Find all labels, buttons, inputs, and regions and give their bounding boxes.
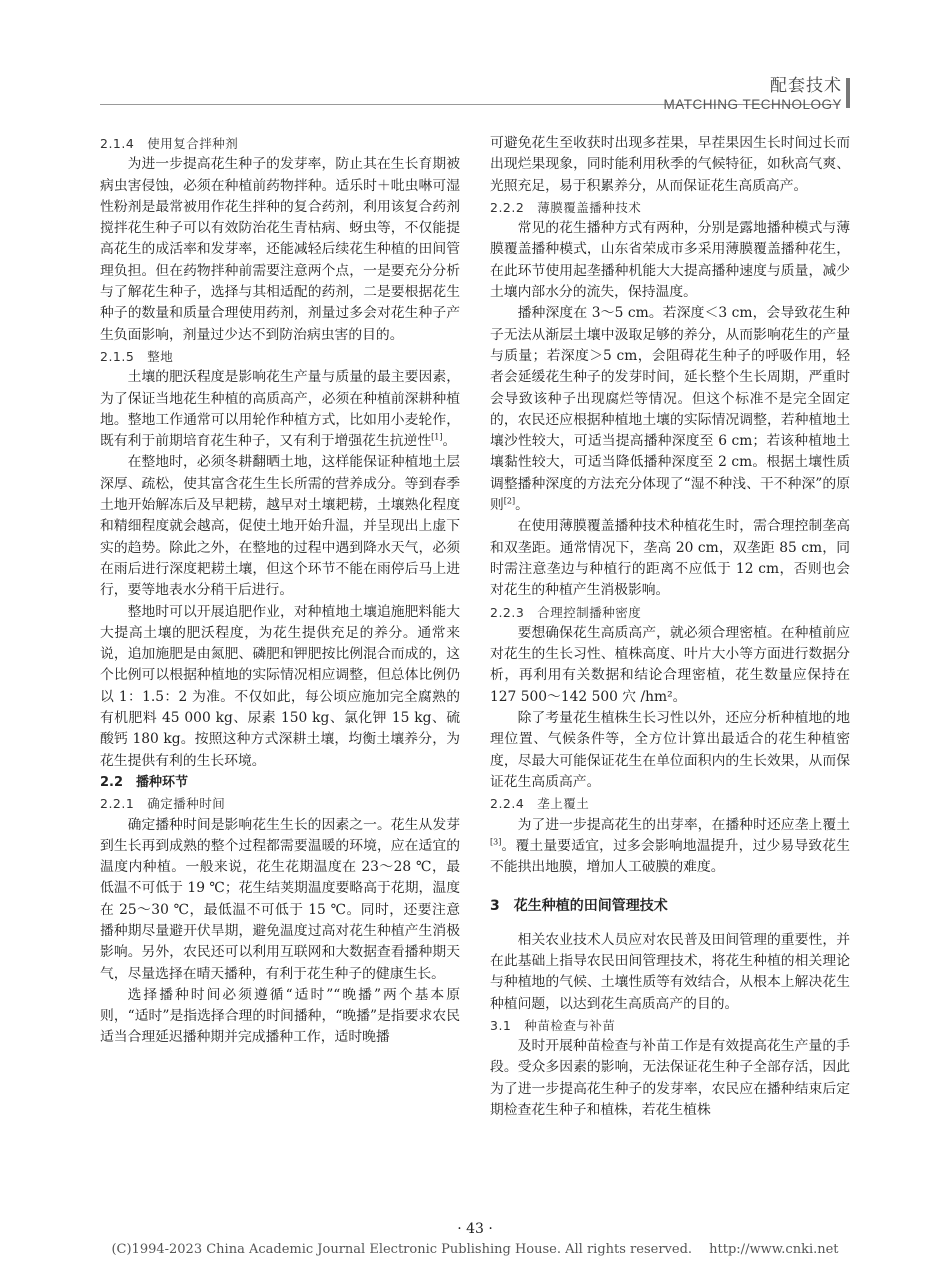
- header-accent-bar: [846, 78, 850, 108]
- text: 选择播种时间必须遵循“适时”“晚播”两个基本原则，“适时”是指选择合理的时间播种，“晚播”是指要求农民适当合理延迟播种期并完成播种工作，适时晚播: [100, 986, 460, 1046]
- text: 常见的花生播种方式有两种，分别是露地播种模式与薄膜覆盖播种模式，山东省荣成市多采用薄膜覆盖播种花生，在此环节使用起垄播种机能大大提高播种速度与质量，减少土壤内部水分的流失，保持温度。: [490, 220, 850, 301]
- paragraph: [490, 516, 850, 601]
- section-title-cn: 配套技术: [770, 76, 842, 96]
- text: 。: [515, 497, 529, 514]
- text: 2.2.1 确定播种时间: [100, 796, 226, 812]
- paragraph: [100, 452, 460, 601]
- text: 3.1 种苗检查与补苗: [490, 1017, 616, 1033]
- citation-marker: [1]: [431, 432, 443, 442]
- paragraph: [490, 815, 850, 879]
- paragraph: [490, 1036, 850, 1121]
- paragraph: [490, 930, 850, 1015]
- page-number: · 43 ·: [457, 1221, 493, 1237]
- paragraph: [490, 623, 850, 708]
- text: 2.2.2 薄膜覆盖播种技术: [490, 199, 642, 215]
- text: 3 花生种植的田间管理技术: [490, 898, 668, 915]
- paragraph-continued: [490, 133, 850, 197]
- subsection-heading: [100, 793, 460, 814]
- text: 在整地时，必须冬耕翻晒土地，这样能保证种植地土层深厚、疏松，使其富含花生生长所需的营养成分。等到春季土地开始解冻后及早耙耢，越早对土壤耙耢，土壤熟化程度和精细程度就会越高，促使土地开始升温，并呈现出上虚下实的趋势。除此之外，在整地的过程中遇到降水天气，必须在雨后进行深度耙耢土壤，但这个环节不能在雨停后马上进行，要等地表水分稍干后进行。: [100, 454, 460, 599]
- paragraph: [100, 602, 460, 772]
- left-column: [100, 133, 460, 1049]
- paragraph: [100, 985, 460, 1049]
- paragraph: [490, 708, 850, 793]
- paragraph: [100, 815, 460, 985]
- paragraph: [490, 303, 850, 516]
- section-heading: [100, 772, 460, 793]
- text: 2.1.5 整地: [100, 348, 174, 364]
- text: 整地时可以开展追肥作业，对种植地土壤追施肥料能大大提高土壤的肥沃程度，为花生提供充足的养分。通常来说，追加施肥是由氮肥、磷肥和钾肥按比例混合而成的，这个比例可以根据种植地的实际情况相应调整，但总体比例仍以 1：1.5：2 为准。不仅如此，每公顷应施加完全腐熟的有机肥料 45 000 kg、尿素 150 kg、氯化钾 15 kg、硫酸钙 180 kg。按照这种方式深耕土壤，均衡土壤养分，为花生提供有利的生长环境。: [100, 603, 460, 769]
- chapter-heading: [490, 896, 850, 917]
- text: 确定播种时间是影响花生生长的因素之一。花生从发芽到生长再到成熟的整个过程都需要温暖的环境，应在适宜的温度内种植。一般来说，花生花期温度在 23～28 ℃，最低温不可低于 19 ℃；花生结荚期温度要略高于花期，温度在 25～30 ℃，最低温不可低于 15 ℃。同时，还要注意播种期尽量避开伏旱期，避免温度过高对花生种植产生消极影响。另外，农民还可以利用互联网和大数据查看播种期天气，尽量选择在晴天播种，有利于花生种子的健康生长。: [100, 816, 460, 982]
- subsection-heading: [100, 133, 460, 154]
- text: 在使用薄膜覆盖播种技术种植花生时，需合理控制垄高和双垄距。通常情况下，垄高 20 cm，双垄距 85 cm，同时需注意垄边与种植行的距离不应低于 12 cm，否则也会对花生的种植产生消极影响。: [490, 518, 850, 599]
- paragraph: [100, 367, 460, 452]
- text: 。: [442, 433, 457, 450]
- text: 2.2.4 垄上覆土: [490, 796, 590, 812]
- citation-marker: [2]: [503, 496, 516, 506]
- paragraph: [490, 218, 850, 303]
- text: 要想确保花生高质高产，就必须合理密植。在种植前应对花生的生长习性、植株高度、叶片大小等方面进行数据分析，再利用有关数据和结论合理密植，花生数量应保持在 127 500～142 500 穴 /hm²。: [490, 624, 850, 705]
- subsection-heading: [490, 793, 850, 814]
- running-header: [663, 76, 842, 113]
- text: 2.2 播种环节: [100, 774, 189, 790]
- text: 播种深度在 3～5 cm。若深度＜3 cm，会导致花生种子无法从渐层土壤中汲取足够的养分，从而影响花生的产量与质量；若深度＞5 cm，会阻碍花生种子的呼吸作用，轻者会延缓花生种子的发芽时间，延长整个生长周期，严重时会导致该种子出现腐烂等情况。但这个标准不是完全固定的，农民还应根据种植地土壤的实际情况调整，若种植地土壤沙性较大，可适当提高播种深度至 6 cm；若该种植地土壤黏性较大，可适当降低播种深度至 2 cm。根据土壤性质调整播种深度的方法充分体现了“湿不种浅、干不种深”的原则: [490, 305, 850, 514]
- section-title-en: MATCHING TECHNOLOGY: [663, 97, 842, 112]
- text: 2.1.4 使用复合拌种剂: [100, 136, 239, 151]
- subsection-heading: [490, 197, 850, 218]
- text: 。覆土量要适宜，过多会影响地温提升，过少易导致花生不能拱出地膜，增加人工破膜的难度。: [490, 837, 850, 876]
- subsection-heading: [490, 1015, 850, 1036]
- text: 土壤的肥沃程度是影响花生产量与质量的最主要因素，为了保证当地花生种植的高质高产，必须在种植前深耕种植地。整地工作通常可以用轮作种植方式，比如用小麦轮作，既有利于前期培育花生种子，又有利于增强花生抗逆性: [100, 369, 460, 450]
- subsection-heading: [100, 346, 460, 367]
- text: 及时开展种苗检查与补苗工作是有效提高花生产量的手段。受众多因素的影响，无法保证花生种子全部存活，因此为了进一步提高花生种子的发芽率，农民应在播种结束后定期检查花生种子和植株，若花生植株: [490, 1038, 850, 1119]
- text: 为进一步提高花生种子的发芽率，防止其在生长育期被病虫害侵蚀，必须在种植前药物拌种。适乐时＋吡虫啉可湿性粉剂是最常被用作花生拌种的复合药剂，利用该复合药剂搅拌花生种子可以有效防治花生青枯病、蚜虫等，不仅能提高花生的成活率和发芽率，还能减轻后续花生种植的田间管理负担。但在药物拌种前需要注意两个点，一是要充分分析与了解花生种子，选择与其相适配的药剂，二是要根据花生种子的数量和质量合理使用药剂，剂量过多会对花生种子产生负面影响，剂量过少达不到防治病虫害的目的。: [100, 156, 460, 343]
- text: 除了考量花生植株生长习性以外，还应分析种植地的地理位置、气候条件等，全方位计算出最适合的花生种植密度，尽最大可能保证花生在单位面积内的生长效果，从而保证花生高质高产。: [490, 710, 850, 790]
- text: 为了进一步提高花生的出芽率，在播种时还应垄上覆土: [517, 816, 850, 833]
- citation-marker: [3]: [490, 837, 502, 847]
- text: 2.2.3 合理控制播种密度: [490, 604, 642, 620]
- text: 可避免花生至收获时出现多茬果，早茬果因生长时间过长而出现烂果现象，同时能利用秋季的气候特征，如秋高气爽、光照充足，易于积累养分，从而保证花生高质高产。: [490, 135, 850, 194]
- copyright-footer: (C)1994-2023 China Academic Journal Electronic Publishing House. All rights reserved. http://www.cnki.net: [111, 1242, 839, 1257]
- right-column: [490, 133, 850, 1121]
- text: 相关农业技术人员应对农民普及田间管理的重要性，并在此基础上指导农民田间管理技术，将花生种植的相关理论与种植地的气候、土壤性质等有效结合，从根本上解决花生种植问题，以达到花生高质高产的目的。: [490, 931, 850, 1012]
- paragraph: [100, 154, 460, 346]
- subsection-heading: [490, 602, 850, 623]
